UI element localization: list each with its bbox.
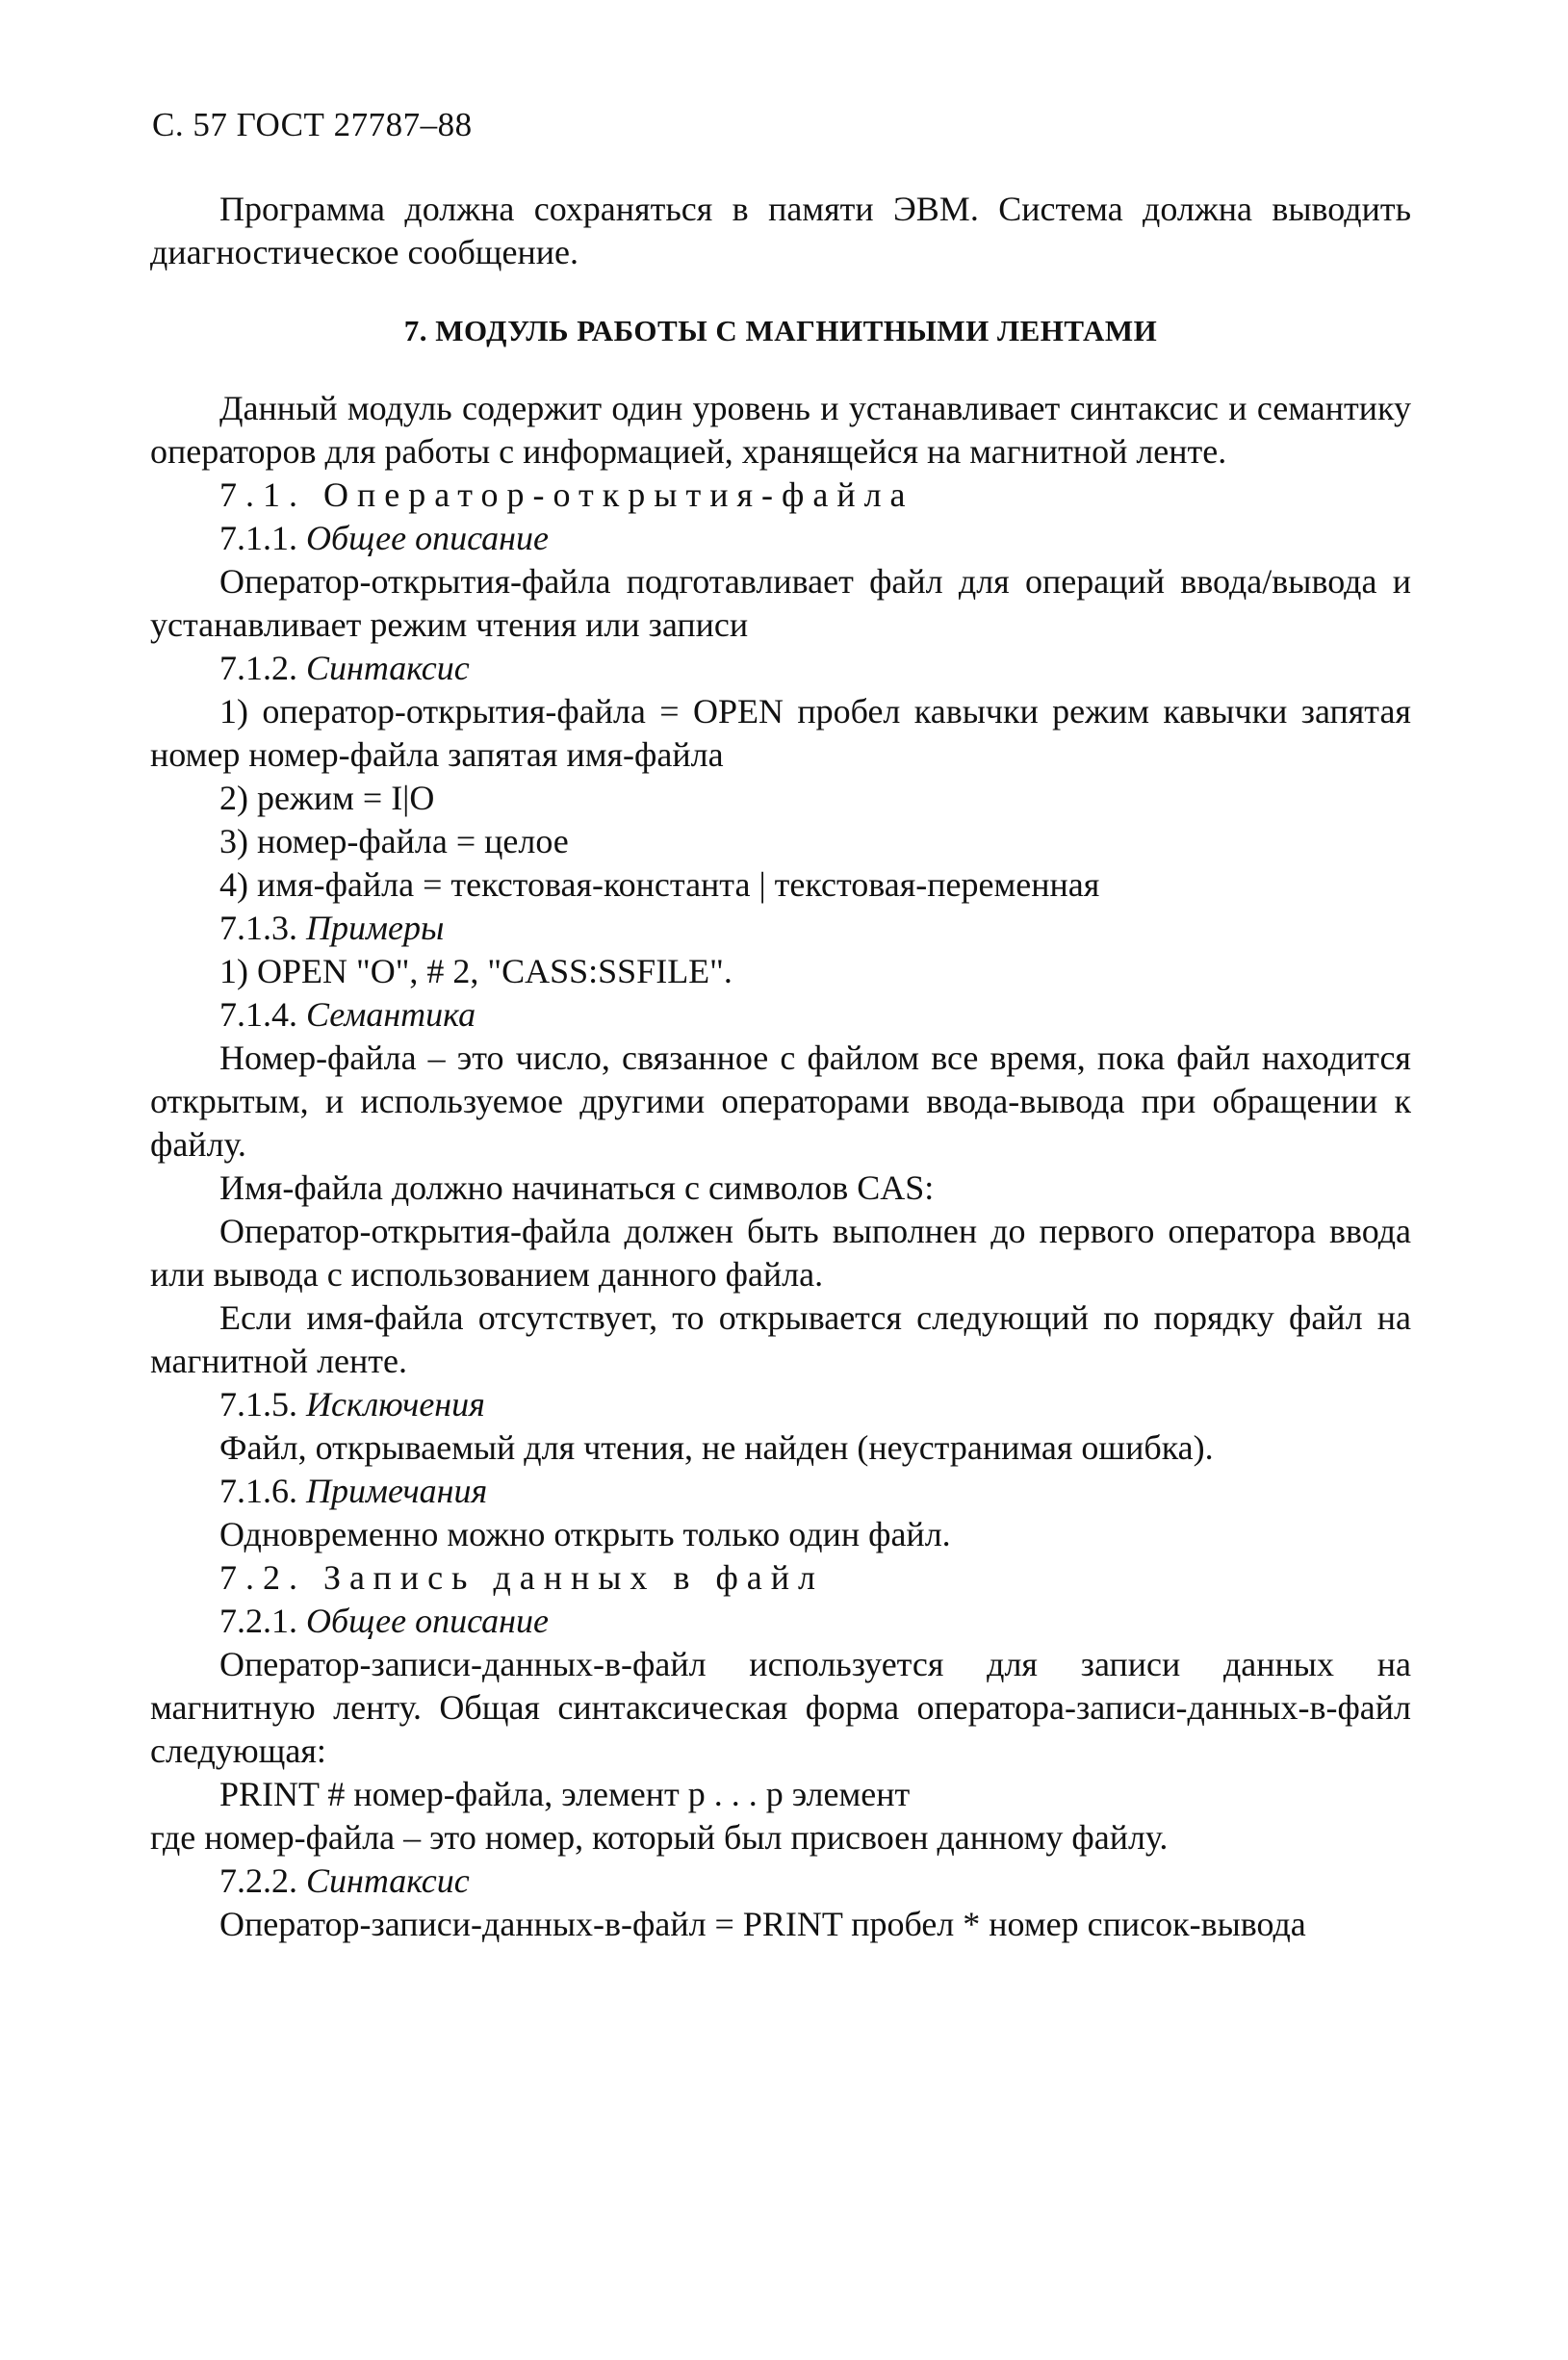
intro-paragraph: Программа должна сохраняться в памяти ЭВМ. Система должна выводить диагностическое сообщение. (150, 190, 1411, 271)
page-body (150, 188, 1411, 1946)
heading-number: 7.1.6. (219, 1472, 297, 1510)
syntax-item-1: 1) оператор-открытия-файла = OPEN пробел кавычки режим кавычки запятая номер номер-файла запятая имя-файла (150, 692, 1411, 774)
semantics-paragraph-3: Оператор-открытия-файла должен быть выполнен до первого оператора ввода или вывода с использованием данного файла. (150, 1212, 1411, 1294)
heading-title: Исключения (306, 1385, 485, 1424)
syntax-item-4: 4) имя-файла = текстовая-константа | текстовая-переменная (219, 865, 1100, 904)
where-line: где номер-файла – это номер, который был присвоен данному файлу. (150, 1818, 1169, 1857)
heading-7-2-1 (150, 1600, 1411, 1643)
heading-7-2-2 (150, 1860, 1411, 1903)
example-item-1: 1) OPEN "O", # 2, "CASS:SSFILE". (219, 952, 733, 990)
heading-7-1-1 (150, 517, 1411, 560)
section-intro-paragraph: Данный модуль содержит один уровень и устанавливает синтаксис и семантику операторов для работы с информацией, хранящейся на магнитной ленте. (150, 389, 1411, 471)
heading-title: Синтаксис (306, 649, 470, 687)
heading-7-1-6 (150, 1470, 1411, 1513)
heading-number: 7.1.3. (219, 909, 297, 947)
paragraph-7-1-1: Оператор-открытия-файла подготавливает файл для операций ввода/вывода и устанавливает режим чтения или записи (150, 562, 1411, 644)
heading-7-1: 7.1. Оператор-открытия-файла (219, 475, 914, 514)
paragraph-7-2-1: Оператор-записи-данных-в-файл используется для записи данных на магнитную ленту. Общая синтаксическая форма оператора-записи-данных-в-файл следующая: (150, 1645, 1411, 1770)
heading-title: Примечания (306, 1472, 488, 1510)
page-header: С. 57 ГОСТ 27787–88 (152, 106, 473, 143)
semantics-paragraph-1: Номер-файла – это число, связанное с файлом все время, пока файл находится открытым, и используемое другими операторами ввода-вывода при обращении к файлу. (150, 1039, 1411, 1164)
paragraph-7-2-2: Оператор-записи-данных-в-файл = PRINT пробел * номер список-вывода (219, 1905, 1306, 1943)
heading-number: 7.1.4. (219, 995, 297, 1034)
heading-number: 7.1.5. (219, 1385, 297, 1424)
heading-7-1-3 (150, 907, 1411, 950)
heading-number: 7.1.2. (219, 649, 297, 687)
semantics-paragraph-2: Имя-файла должно начинаться с символов CAS: (219, 1168, 935, 1207)
notes-paragraph: Одновременно можно открыть только один файл. (219, 1515, 951, 1553)
heading-7-1-2 (150, 647, 1411, 690)
exceptions-paragraph: Файл, открываемый для чтения, не найден (неустранимая ошибка). (219, 1428, 1214, 1467)
heading-title: Общее описание (306, 1602, 550, 1640)
heading-title: Примеры (306, 909, 445, 947)
heading-7-1-4 (150, 993, 1411, 1037)
heading-title: Семантика (306, 995, 476, 1034)
print-form-line: PRINT # номер-файла, элемент р . . . р элемент (219, 1775, 911, 1813)
heading-number: 7.1.1. (219, 519, 297, 557)
heading-title: Синтаксис (306, 1861, 470, 1900)
syntax-item-3: 3) номер-файла = целое (219, 822, 569, 860)
heading-title: Общее описание (306, 519, 550, 557)
syntax-item-2: 2) режим = I|O (219, 779, 435, 817)
heading-number: 7.2.1. (219, 1602, 297, 1640)
section-title: 7. МОДУЛЬ РАБОТЫ С МАГНИТНЫМИ ЛЕНТАМИ (403, 314, 1158, 347)
semantics-paragraph-4: Если имя-файла отсутствует, то открывается следующий по порядку файл на магнитной ленте. (150, 1298, 1411, 1380)
heading-7-1-5 (150, 1383, 1411, 1426)
heading-7-2: 7.2. Запись данных в файл (219, 1558, 825, 1597)
heading-number: 7.2.2. (219, 1861, 297, 1900)
